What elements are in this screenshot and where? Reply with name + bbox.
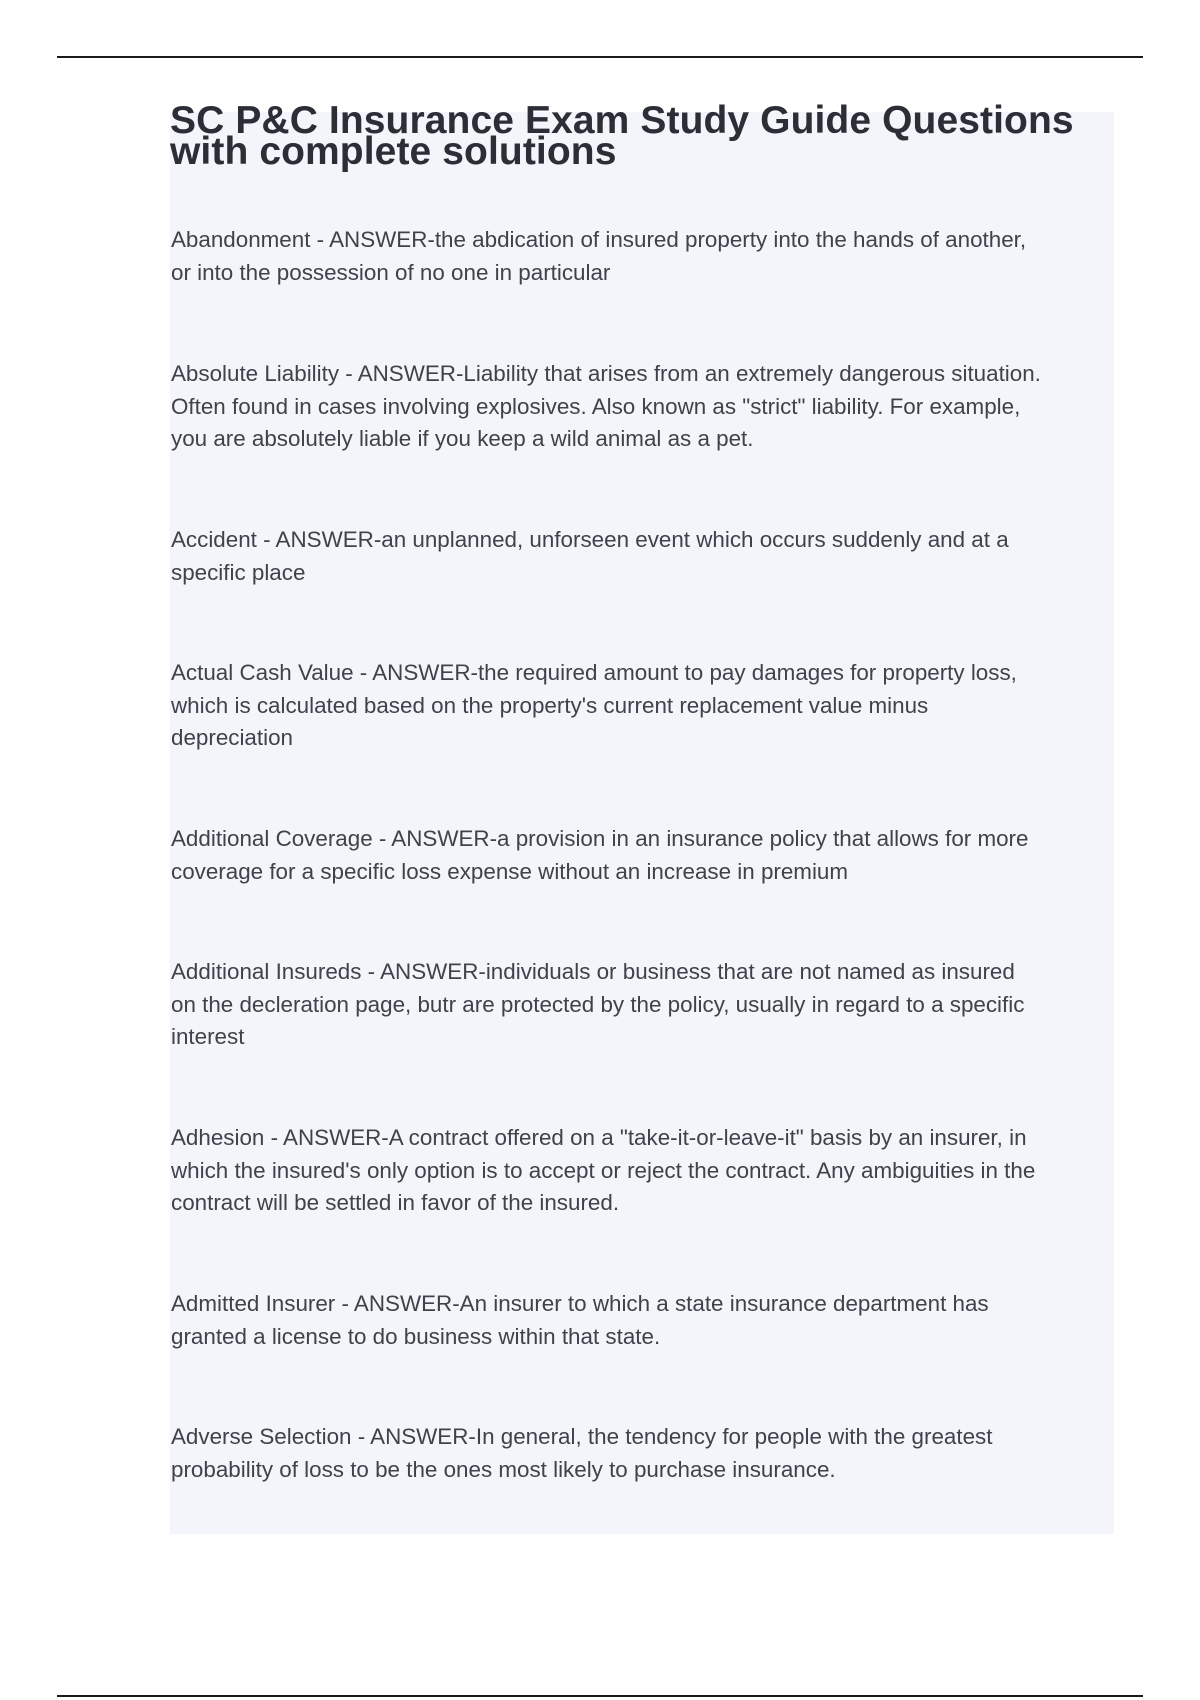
- glossary-entry-adhesion: Adhesion - ANSWER-A contract offered on a "take-it-or-leave-it" basis by an insurer, in which the insured's only option is to accept or reject the contract. Any ambiguities in the contract will be settled in favor of the insured.: [171, 1125, 1036, 1215]
- glossary-entry-additional-insureds: Additional Insureds - ANSWER-individuals or business that are not named as insured on the decleration page, butr are protected by the policy, usually in regard to a specific interest: [171, 959, 1025, 1049]
- glossary-entry-accident: Accident - ANSWER-an unplanned, unforseen event which occurs suddenly and at a specific place: [171, 527, 1009, 585]
- glossary-entry-abandonment: Abandonment - ANSWER-the abdication of insured property into the hands of another, or into the possession of no one in particular: [171, 227, 1027, 285]
- glossary-entry-actual-cash-value: Actual Cash Value - ANSWER-the required amount to pay damages for property loss, which is calculated based on the property's current replacement value minus depreciation: [171, 660, 1017, 750]
- glossary-entry-additional-coverage: Additional Coverage - ANSWER-a provision in an insurance policy that allows for more coverage for a specific loss expense without an increase in premium: [171, 826, 1029, 884]
- document-title: SC P&C Insurance Exam Study Guide Questions with complete solutions: [170, 99, 1074, 173]
- bottom-rule: [57, 1695, 1143, 1697]
- glossary-entry-adverse-selection: Adverse Selection - ANSWER-In general, the tendency for people with the greatest probability of loss to be the ones most likely to purchase insurance.: [171, 1424, 993, 1482]
- glossary-entry-absolute-liability: Absolute Liability - ANSWER-Liability that arises from an extremely dangerous situation. Often found in cases involving explosives. Also known as "strict" liability. For example, you are absolutely liable if you keep a wild animal as a pet.: [171, 361, 1041, 451]
- glossary-entry-admitted-insurer: Admitted Insurer - ANSWER-An insurer to which a state insurance department has granted a license to do business within that state.: [171, 1291, 989, 1349]
- top-rule: [57, 56, 1143, 58]
